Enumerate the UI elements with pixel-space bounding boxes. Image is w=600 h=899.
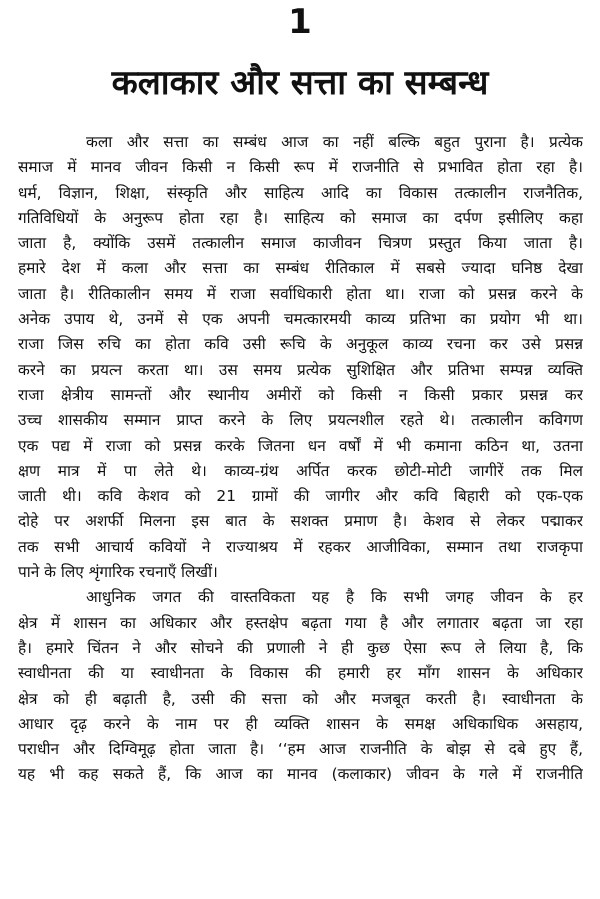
text-line: स्वाधीनता की या स्वाधीनता के विकास की हमारी हर माँग शासन के अधिकार [18, 664, 583, 683]
text-line: यह भी कह सकते हैं, कि आज का मानव (कलाकार) जीवन के गले में राजनीति [18, 765, 583, 784]
text-line: अनेक उपाय थे, उनमें से एक अपनी चमत्कारमयी काव्य प्रतिभा का प्रयोग भी था। [18, 310, 583, 329]
text-line: आधुनिक जगत की वास्तविकता यह है कि सभी जगह जीवन के हर [86, 588, 583, 607]
text-line: आधार दृढ़ करने के नाम पर ही व्यक्ति शासन के समक्ष अधिकाधिक असहाय, [18, 714, 583, 733]
text-line: पराधीन और दिग्विमूढ़ होता जाता है। ‘‘हम आज राजनीति के बोझ से दबे हुए हैं, [18, 740, 583, 759]
chapter-title: कलाकार और सत्ता का सम्बन्ध [111, 63, 489, 103]
paragraph-1 [18, 130, 583, 585]
text-line: पाने के लिए शृंगारिक रचनाएँ लिखीं। [18, 563, 218, 582]
text-line: जाती थी। कवि केशव को 21 ग्रामों की जागीर और कवि बिहारी को एक-एक [18, 487, 583, 506]
text-line: उच्च शासकीय सम्मान प्राप्त करने के लिए प्रयत्नशील रहते थे। तत्कालीन कविगण [18, 411, 583, 430]
chapter-body [18, 130, 583, 788]
text-line: है। हमारे चिंतन ने और सोचने की प्रणाली ने ही कुछ ऐसा रूप ले लिया है, कि [18, 638, 583, 657]
text-line: हमारे देश में कला और सत्ता का सम्बंध रीतिकाल में सबसे ज्यादा घनिष्ठ देखा [18, 259, 583, 278]
text-line: गतिविधियों के अनुरूप होता रहा है। साहित्य को समाज का दर्पण इसीलिए कहा [18, 208, 583, 227]
text-line: जाता है। रीतिकालीन समय में राजा सर्वाधिकारी होता था। राजा को प्रसन्न करने के [18, 284, 583, 303]
text-line: समाज में मानव जीवन किसी न किसी रूप में राजनीति से प्रभावित होता रहा है। [18, 158, 583, 177]
text-line: एक पद्य में राजा को प्रसन्न करके जितना धन वर्षों में भी कमाना कठिन था, उतना [18, 436, 583, 455]
chapter-number: 1 [288, 2, 312, 42]
text-line: कला और सत्ता का सम्बंध आज का नहीं बल्कि बहुत पुराना है। प्रत्येक [86, 133, 583, 151]
text-line: क्षेत्र को ही बढ़ाती है, उसी की सत्ता को और मजबूत करती है। स्वाधीनता के [18, 689, 583, 708]
text-line: क्षण मात्र में पा लेते थे। काव्य-ग्रंथ अर्पित करक छोटी-मोटी जागीरें तक मिल [18, 461, 583, 480]
text-line: क्षेत्र में शासन का अधिकार और हस्तक्षेप बढ़ता गया है और लगातार बढ़ता जा रहा [18, 613, 583, 632]
text-line: दोहे पर अशर्फी मिलना इस बात के सशक्त प्रमाण है। केशव से लेकर पद्माकर [18, 512, 583, 531]
text-line: राजा जिस रुचि का होता कवि उसी रूचि के अनुकूल काव्य रचना कर उसे प्रसन्न [18, 335, 583, 354]
text-line: तक सभी आचार्य कवियों ने राज्याश्रय में रहकर आजीविका, सम्मान तथा राजकृपा [18, 537, 583, 556]
text-line: करने का प्रयत्न करता था। उस समय प्रत्येक सुशिक्षित और प्रतिभा सम्पन्न व्यक्ति [18, 360, 583, 379]
paragraph-2 [18, 585, 583, 787]
text-line: धर्म, विज्ञान, शिक्षा, संस्कृति और साहित्य आदि का विकास तत्कालीन राजनैतिक, [18, 183, 583, 202]
text-line: जाता है, क्योंकि उसमें तत्कालीन समाज काजीवन चित्रण प्रस्तुत किया जाता है। [18, 234, 583, 253]
text-line: राजा क्षेत्रीय सामन्तों और स्थानीय अमीरों को किसी न किसी प्रकार प्रसन्न कर [18, 385, 583, 404]
